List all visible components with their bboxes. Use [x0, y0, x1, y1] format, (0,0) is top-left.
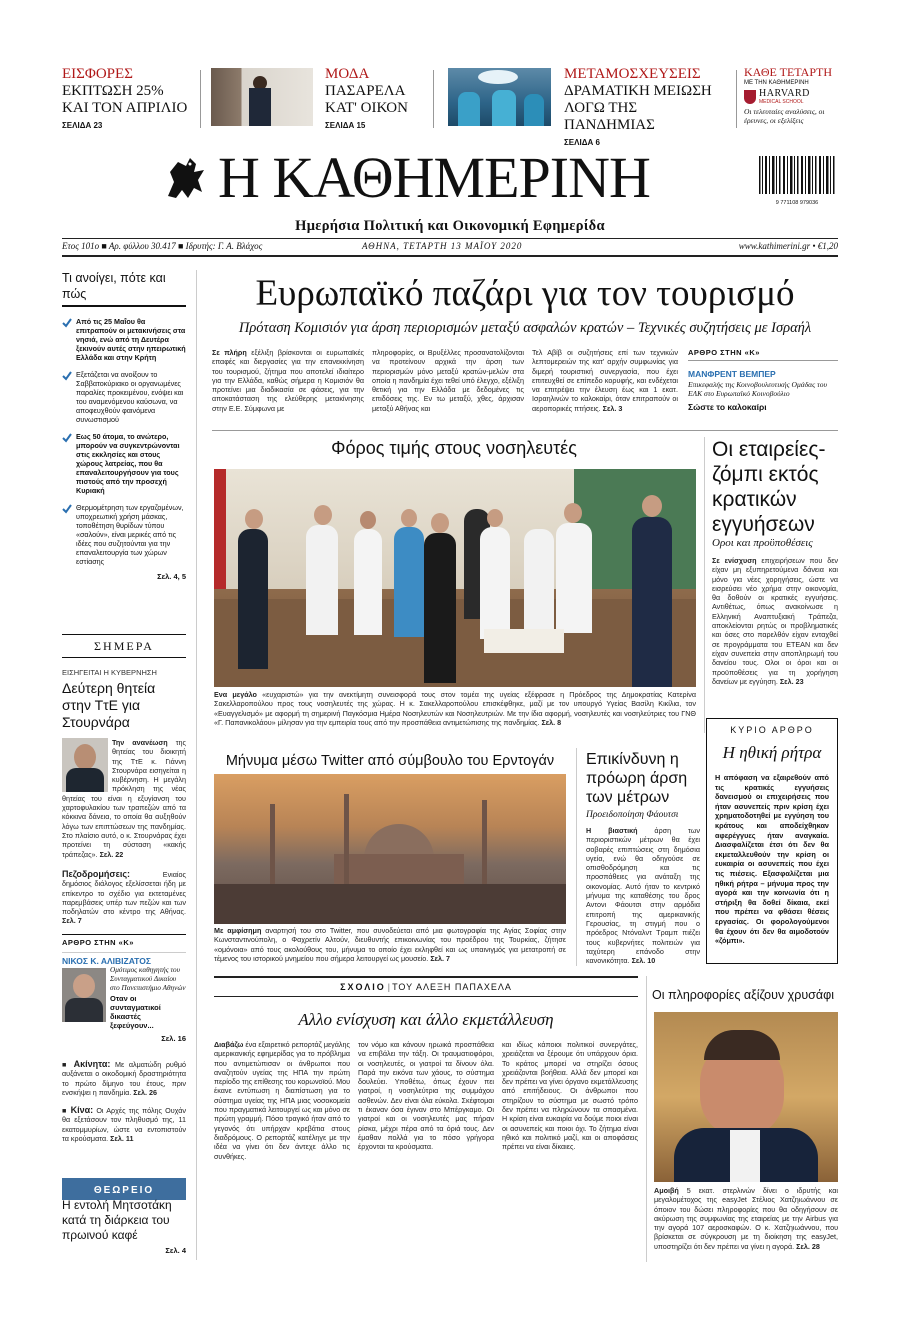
theoreio-label: ΘΕΩΡΕΙΟ: [93, 1185, 155, 1196]
today-header: [62, 634, 186, 658]
property-lead: Ακίνητα:: [73, 1059, 111, 1069]
companies-deck: Οροι και προϋποθέσεις: [712, 537, 813, 549]
teaser-desc: Οι τελευταίες αναλύσεις, οι έρευνες, οι εξελίξεις: [744, 107, 825, 125]
twitter-caption-lead: Με αμφίσημη: [214, 926, 262, 935]
twitter-caption-ref[interactable]: Σελ. 7: [430, 953, 451, 963]
sidebar-item: [62, 503, 186, 566]
lead-col-1: [212, 348, 364, 428]
nurses-caption-lead: Ενα μεγάλο: [214, 690, 257, 699]
bullet-icon: ■: [62, 1060, 74, 1069]
teaser-kicker: ΚΑΘΕ ΤΕΤΑΡΤΗ: [744, 65, 832, 79]
fauci-headline[interactable]: Επικίνδυνη η πρόωρη άρση των μέτρων: [586, 751, 688, 806]
weber-title: Σώστε το καλοκαίρι: [688, 402, 767, 412]
sidebar-item-text: Εξετάζεται να ανοίξουν το Σαββατοκύριακο οι οργανωμένες παραλίες προκειμένου, ενόψει και του αναμενόμενου καύσωνα, να αποφευχθούν φαινόμενα συνωστισμού: [76, 370, 184, 424]
bullet-icon: ■: [62, 1106, 71, 1115]
theoreio-title[interactable]: Η εντολή Μητσοτάκη κατά τη διάρκεια του πρωινού καφέ: [62, 1198, 172, 1242]
harvard-brand: HARVARD: [759, 88, 810, 99]
weber-name: ΜΑΝΦΡΕΝΤ ΒΕΜΠΕΡ: [688, 369, 776, 379]
stelios-headline[interactable]: Οι πληροφορίες αξίζουν χρυσάφι: [652, 988, 834, 1002]
twitter-caption-text: αναρτησή του στο Twitter, που συνοδεύεται από μια φωτογραφία της Αγίας Σοφίας στην Κωνσταντινούπολη, ο Φαχρετίν Αλτούν, διευθυντής επικοινωνίας του προέδρου της Τουρκίας, ζήτησε «ομόνοια» από τους ακολούθους του, μήνυμα το οποίο έχει εκληφθεί και ως υπαινιγμός για μετατροπή σε τέμενος του ιστορικού μνημείου που σήμερα λειτουργεί ως μουσείο.: [214, 926, 566, 963]
china-text: Οι Αρχές της πόλης Ουχάν θα εξετάσουν τον πληθυσμό της, 11 εκατομμυρίων, ώστε να εντοπιστούν τα κρούσματα.: [62, 1106, 186, 1143]
harvard-brand-sub: MEDICAL SCHOOL: [759, 99, 804, 105]
surgery-photo: [448, 68, 551, 126]
alivizatos-ref[interactable]: Σελ. 16: [161, 1034, 186, 1043]
fauci-author: Προειδοποίηση Φάουτσι: [586, 810, 679, 820]
pedestrian-ref: Σελ. 7: [62, 916, 82, 926]
teaser-line: ΚΑΙ ΤΟΝ ΑΠΡΙΛΙΟ: [62, 100, 188, 116]
fauci-text: άρση των περιοριστικών μέτρων θα έχει σοβαρές επιπτώσεις στη δημόσια υγεία, ενώ θα οδηγούσε σε οπισθοδρόμηση και τις προσπάθειες για ανάταξη της οικονομίας. Αυτό ήταν το κεντρικό μήνυμα της καταθέσης του δρος Αντονι Φάουτσι στην αρμόδια επιτροπή της αμερικανικής Γερουσίας, τη στιγμή που ο πρόεδρος Ντόναλντ Τραμπ πιέζει τους κυβερνήτες πολιτειών για ταχύτερη επάνοδο στην κανονικότητα.: [586, 826, 700, 966]
sidebar-item: [62, 317, 186, 362]
teaser-line: ΠΑΣΑΡΕΛΑ: [325, 83, 406, 99]
teaser-harvard[interactable]: [744, 66, 840, 128]
harvard-shield-icon: [744, 90, 756, 104]
weber-role: Επικεφαλής της Κοινοβουλευτικής Ομάδας του ΕΛΚ στο Ευρωπαϊκό Κοινοβούλιο: [688, 380, 827, 398]
lead-dropword: Σε πλήρη: [212, 348, 247, 357]
china-brief[interactable]: [62, 1106, 186, 1166]
pedestrian-brief[interactable]: [62, 870, 186, 930]
teaser-kicker: ΕΙΣΦΟΡΕΣ: [62, 66, 133, 82]
fauci-lead: Η βιαστική: [586, 826, 638, 835]
barcode-number: 9 771108 979036: [775, 200, 819, 206]
edition-info: Ετος 101ο ■ Αρ. φύλλου 30.417 ■ Ιδρυτής: Γ. Α. Βλάχος: [62, 241, 263, 251]
scholio-rule: [214, 996, 638, 997]
check-icon: [62, 433, 72, 443]
check-icon: [62, 371, 72, 381]
stelios-photo: [654, 1012, 838, 1182]
companies-headline[interactable]: Οι εταιρείες-ζόμπι εκτός κρατικών εγγυήσεων: [712, 438, 826, 536]
weber-box[interactable]: [688, 348, 838, 412]
check-icon: [62, 318, 72, 328]
masthead-rule: [62, 238, 838, 239]
teaser-line: ΕΚΠΤΩΣΗ 25%: [62, 83, 164, 99]
alivizatos-photo: [62, 968, 106, 1022]
stournaras-ref[interactable]: Σελ. 22: [99, 849, 124, 859]
teaser-page: ΣΕΛΙΔΑ 6: [564, 138, 600, 147]
author-name: ΝΙΚΟΣ Κ. ΑΛΙΒΙΖΑΤΟΣ: [62, 952, 186, 966]
property-ref: Σελ. 26: [133, 1087, 157, 1097]
companies-body: [712, 556, 838, 728]
fauci-body: [586, 826, 700, 964]
edition-date: ΑΘΗΝΑ, ΤΕΤΑΡΤΗ 13 ΜΑΪΟΥ 2020: [362, 241, 523, 251]
nurses-photo: [214, 469, 696, 687]
alivizatos-article[interactable]: [62, 934, 186, 966]
teaser-kicker: ΜΟΔΑ: [325, 66, 370, 82]
companies-lead: Σε ενίσχυση: [712, 556, 757, 565]
lead-col-3: [532, 348, 678, 428]
lead-headline[interactable]: Ευρωπαϊκό παζάρι για τον τουρισμό: [255, 273, 795, 314]
masthead-subtitle: Ημερήσια Πολιτική και Οικονομική Εφημερίδα: [295, 218, 605, 234]
lead-deck: Πρόταση Κομισιόν για άρση περιορισμών μεταξύ ασφαλών κρατών – Τεχνικές συζητήσεις με Ισραήλ: [238, 320, 812, 336]
scholio-title[interactable]: Αλλο ενίσχυση και άλλο εκμετάλλευση: [298, 1010, 554, 1029]
nurses-caption: [214, 690, 696, 730]
lead-ref[interactable]: Σελ. 3: [602, 403, 623, 413]
weber-label: ΑΡΘΡΟ ΣΤΗΝ «Κ»: [688, 348, 838, 361]
scholio-col-1-text: ένα εξαιρετικό ρεπορτάζ μεγάλης αμερικανικής εφημερίδας για το πρόβλημα που αντιμετώπισαν οι άνθρωποι που αναζητούν υγείας της ΗΠΑ την πρώτη περίοδο της επίθεσης του κορωνοϊού. Μου έκανε εντύπωση η διαπίστωση για το σύστημα υγείας της ΗΠΑ μιας νοσοκομεία που πραγματικά λειτουργεί ως και μόνο σε πρώτη γραμμή. Πόσο τραγικό ήταν από το γεγονός ότι υπήρχαν κρεβάτια στους διαδρόμους. Ο ρεπορτάζ κατέληγε με την ιδέα να γίνει ότι δεν άντεχε άλλο τις συνθήκες.: [214, 1040, 350, 1161]
teaser-contributions[interactable]: [62, 66, 192, 128]
teaser-sub: ΜΕ ΤΗΝ ΚΑΘΗΜΕΡΙΝΗ: [744, 80, 809, 86]
edition-web-price: www.kathimerini.gr • €1,20: [738, 241, 838, 251]
stournaras-story[interactable]: [62, 668, 186, 731]
teaser-fashion[interactable]: [325, 66, 425, 128]
scholio-header: [214, 982, 638, 992]
teaser-transplants[interactable]: [564, 66, 729, 147]
editorial-box[interactable]: [706, 718, 838, 964]
sidebar-item-bold: Από τις 25 Μαΐου θα επιτραπούν οι μετακινήσεις στα νησιά, ενώ από τη Δευτέρα ξεκινούν αυτές στην ηπειρωτική Ελλάδα και στην Κρήτη: [76, 317, 186, 362]
lead-col-2: [372, 348, 524, 428]
nurses-caption-ref[interactable]: Σελ. 8: [541, 717, 562, 727]
companies-ref[interactable]: Σελ. 23: [779, 676, 804, 686]
scholio-col-2: [358, 1040, 494, 1262]
twitter-headline[interactable]: Μήνυμα μέσω Twitter από σύμβουλο του Ερντογάν: [225, 753, 555, 769]
divider: [200, 70, 201, 128]
companies-text: επιχειρήσεων που δεν είχαν μη εξυπηρετούμενα δάνεια και μόνο για νέες χορηγήσεις, ώστε να εισρεύσει νέο χρήμα στην οικονομία, θα δοθούν οι κρατικές εγγυήσεις. Αντιθέτως, όπως ανακοίνωσε η Ελληνική Αναπτυξιακή Τράπεζα, αποκλείονται ρητώς οι προβληματικές και όσες στο παρελθόν είχαν ενταχθεί σε προγράμματα του ΕΤΕΑΝ και δεν είχαν συνεπεία στην αποπληρωμή του δανείου τους. Ολοι οι όροι και οι προϋποθέσεις για τη χορήγηση δανείων με εγγύηση.: [712, 556, 838, 686]
scholio-col-2-text: τον νόμο και κάνουν ηρωικά προσπάθεια να επιβάλει την τάξη. Οι τραυματιοφόροι, οι νοσηλευτές, οι γιατροί τα δίνουν όλα. Παρά την εικόνα των χάους, το σύστημα δουλεύει. Υποθέτω, όπως έχουν πει γιατροί, η νοσηλεύτρια της συμμάχου ασθενών. Δεν είναι όλα εύκολα. Σκέφτομαι τι έκαναν όσα έγιναν στο Μπέργκαμο. Οι γιατροί και οι νοσηλευτές μας πήραν ρίσκα, μέχρι πέρα από τα όριά τους. Δεν έμαθαν πολλά για το πόσο γρήγορα έρχονται τα κρούσματα.: [358, 1040, 494, 1152]
scholio-separator: |: [388, 982, 393, 992]
stelios-body: [654, 1186, 838, 1262]
stournaras-text: της θητείας του διοικητή της ΤτΕ κ. Γιάννη Στουρνάρα εισηγείται η κυβέρνηση. Η μεγάλη πρόκληση της νέας θητείας του είναι η εξυγίανση του χαρτοφυλακίου των τραπεζών από τα κόκκινα δάνεια, το οποία θα αυξηθούν λόγω των επιπτώσεων της πανδημίας. Στο πλαίσιο αυτό, ο κ. Στουρνάρας έχει προτείνει τη σύσταση «κακής τράπεζας».: [62, 738, 186, 859]
stelios-text: 5 εκατ. στερλινών δίνει ο ιδρυτής και μεγαλομέτοχος της easyJet Στέλιος Χατζηιωάννου σε όποιον του δώσει πληροφορίες που θα οδηγήσουν σε ακύρωση της συμφωνίας της εταιρείας με την Airbus για την αγορά 107 αεροσκαφών. Ο κ. Χατζηιωάννου, που βρίσκεται σε σύγκρουση με τη διοίκηση της easyJet, υποστηρίζει ότι δεν πρέπει να γίνει η αγορά.: [654, 1186, 838, 1251]
property-brief[interactable]: [62, 1060, 186, 1100]
stelios-ref[interactable]: Σελ. 28: [796, 1241, 820, 1251]
fashion-photo: [211, 68, 313, 126]
stournaras-body: [62, 738, 186, 859]
sidebar-ref[interactable]: Σελ. 4, 5: [157, 572, 186, 581]
divider: [736, 70, 737, 128]
theoreio-header: [62, 1178, 186, 1200]
pedestrian-text: Ενιαίος δημόσιος διάλογος εξελίσσεται ήδη με επίκεντρο το σχέδιο για εκτεταμένες παρεμβάσεις υπέρ των πεζών και των ποδηλατών στο κέντρο της Αθήνας.: [62, 870, 186, 917]
nurses-headline[interactable]: Φόρος τιμής στους νοσηλευτές: [331, 438, 577, 458]
check-icon: [62, 504, 72, 514]
masthead-rule: [62, 255, 838, 257]
scholio-author: ΤΟΥ ΑΛΕΞΗ ΠΑΠΑΧΕΛΑ: [392, 982, 512, 992]
pedestrian-lead: Πεζοδρομήσεις:: [62, 869, 131, 879]
author-role: Ομότιμος καθηγητής του Συνταγματικού Δικαίου στο Πανεπιστήμιο Αθηνών: [110, 966, 186, 992]
nurses-caption-text: «ευχαριστώ» για την ανεκτίμητη συνεισφορά τους στον τομέα της υγείας εξέφρασε η Πρόεδρος της Δημοκρατίας Κατερίνα Σακελλαροπούλου προς τους νοσηλευτές της χώρας. Η κ. Σακελλαροπούλου επισκέφθηκε, μαζί με τον υπουργό Υγείας Βασίλη Κικίλια, τον «Ευαγγελισμό» με αφορμή τη σημερινή Παγκόσμια Ημέρα Νοσηλευτών και Νοσηλευτριών. Με την ίδια αφορμή, νοσηλευτές και νοσηλεύτριες του ΓΝΘ «Γ. Παπανικολάου» μίλησαν για την εμπειρία τους από την προσπάθεια αντιμετώπισης της πανδημίας.: [214, 690, 696, 727]
china-lead: Κίνα:: [70, 1105, 94, 1115]
teaser-line: ΛΟΓΩ ΤΗΣ ΠΑΝΔΗΜΙΑΣ: [564, 100, 655, 133]
article-label: ΑΡΘΡΟ ΣΤΗΝ «Κ»: [62, 934, 186, 947]
twitter-caption: [214, 926, 566, 966]
lead-rule: [212, 430, 838, 431]
divider: [433, 70, 434, 128]
divider: [704, 437, 705, 733]
divider: [646, 976, 647, 1262]
editorial-title: Η ηθική ρήτρα: [722, 743, 822, 762]
sidebar-title[interactable]: Τι ανοίγει, πότε και πώς: [62, 270, 186, 307]
today-label: ΣΗΜΕΡΑ: [94, 639, 154, 653]
teaser-kicker: ΜΕΤΑΜΟΣΧΕΥΣΕΙΣ: [564, 66, 701, 82]
scholio-label: ΣΧΟΛΙΟ: [340, 982, 386, 992]
scholio-col-3: [502, 1040, 638, 1262]
divider: [576, 748, 577, 966]
teaser-line: ΚΑΤ' ΟΙΚΟΝ: [325, 100, 408, 116]
teaser-page: ΣΕΛΙΔΑ 15: [325, 121, 366, 130]
lead-col-2-text: πληροφορίες, οι Βρυξέλλες προσανατολίζονται να προτείνουν αρχικά την άρση των περιορισμών μόνο μεταξύ κρατών-μελών στα οποία η πανδημία έχει τεθεί υπό έλεγχο, εξέλιξη θετική για την Ελλάδα με δεδομένες τις επιδόσεις της. Εν τω μεταξύ, χθες, άρχισαν μεταξύ Αθήνας και: [372, 348, 524, 413]
hagia-sophia-photo: [214, 774, 566, 924]
theoreio-ref[interactable]: Σελ. 4: [165, 1246, 186, 1255]
sidebar-item-text: Θερμομέτρηση των εργαζομένων, υποχρεωτική χρήση μάσκας, τοποθέτηση θυρίδων τύπου «σαλούν», είναι μερικές από τις ιδέες που συζητούνται για την επαναλειτουργία των χώρων εστίασης: [76, 503, 184, 566]
masthead-title: Η ΚΑΘΗΜΕΡΙΝΗ: [218, 145, 650, 210]
teaser-line: ΔΡΑΜΑΤΙΚΗ ΜΕΙΩΣΗ: [564, 83, 712, 99]
sidebar-item: [62, 432, 186, 495]
sidebar-item-bold: Εως 50 άτομα, το ανώτερο, μπορούν να συγκεντρώνονται στις εκκλησίες και στους χώρους λατρείας, που θα επαναλειτουργήσουν για τους πιστούς από την προσεχή Κυριακή: [76, 432, 180, 495]
lead-col-3-text: Τελ Αβίβ οι συζητήσεις επί των τεχνικών λεπτομερειών της κατ' αρχήν συμφωνίας για διμερή τουριστική συνεργασία, που έχει επιτευχθεί σε επίπεδο κορυφής, και ενδέχεται να επιτρέψει την έλευση έως και 1 εκατ. Ισραηλινών το καλοκαίρι, όταν επιτραπούν οι αεροπορικές πτήσεις.: [532, 348, 678, 413]
china-ref: Σελ. 11: [110, 1133, 134, 1143]
lead-col-1-text: εξέλιξη βρίσκονται οι ευρωπαϊκές επαφές και διεργασίες για την επανεκκίνηση του τουρισμού, ζήτημα που αποτελεί ιδιαίτερο για την Ελλάδα, καθώς σήμερα η Κομισιόν θα προτείνει μια διαδικασία σε φάσεις, για την αποκατάσταση της ελεύθερης μετακίνησης στην Ε.Ε. Σύμφωνα με: [212, 348, 364, 413]
editorial-label: ΚΥΡΙΟ ΑΡΘΡΟ: [730, 725, 814, 735]
scholio-lead: Διαβάζω: [214, 1040, 244, 1049]
property-text: Με αλματώδη ρυθμό αυξάνεται ο οικοδομική δραστηριότητα το πρώτο δίμηνο του έτους, πριν ενσκήψει η πανδημία.: [62, 1060, 187, 1097]
article-title: Οταν οι συνταγματικοί δικαστές ξεφεύγουν...: [110, 994, 161, 1030]
stournaras-kicker: ΕΙΣΗΓΕΙΤΑΙ Η ΚΥΒΕΡΝΗΣΗ: [62, 668, 157, 677]
stournaras-lead: Την ανανέωση: [112, 738, 168, 747]
editorial-body: Η απόφαση να εξαιρεθούν από τις κρατικές εγγυήσεις δανεισμού οι επιχειρήσεις που ήταν ασυνεπείς πριν κρίση έχει χρηματοδοτηθεί με εγγύηση του κράτους και αποδείχθηκαν αφερέγγυες ήταν αναγκαία. Διασφαλίζεται έτσι ότι δεν θα εκμεταλλευθούν την κρίση οι ευκαιρία οι ασυνεπείς που έχει τις πιέσεις. Εξασφαλίζεται μια ηθική ρήτρα – μήνυμα προς την αγορά και την κοινωνία ότι η στήριξη θα δοθεί δίκαια, εκεί που πρέπει να φθάσει θέσεις εργασίας. Οι φορολογούμενοι θα έχουν ότι δεν θα αιμοδοτούν «ζόμπι».: [715, 773, 829, 946]
alivizatos-text: [110, 966, 186, 1030]
scholio-col-3-text: και ιδίως κάποιοι πολιτικοί συνεργάτες, χρειάζεται να ξέρουμε ότι υπάρχουν όρια. Το κράτος μπορεί να στηρίζει όσους χρειάζονται βοήθεια. Αλλά δεν μπορεί και δεν πρέπει να γίνει όργανο εκμετάλλευσης από επιτήδειους. Οι άνθρωποι που στηρίζουν το σύστημα με σωστό τρόπο δεν πρέπει να πληρώνουν τα σπασμένα. Η κρίση είναι ευκαιρία να δούμε ποιοι είναι οι ασυνεπείς και ποιοι όχι. Το ζήτημα είναι ηθικό και πολιτικό μαζί, και οι αποφάσεις πρέπει να είναι δίκαιες.: [502, 1040, 638, 1152]
scholio-rule: [214, 976, 638, 978]
stournaras-title: Δεύτερη θητεία στην ΤτΕ για Στουρνάρα: [62, 680, 156, 730]
sidebar-item: [62, 370, 186, 424]
griffin-logo-icon: [160, 152, 210, 204]
sidebar-divider: [196, 270, 197, 1260]
scholio-col-1: [214, 1040, 350, 1262]
teaser-page: ΣΕΛΙΔΑ 23: [62, 121, 103, 130]
barcode-icon: [757, 156, 837, 206]
stelios-lead: Αμοιβή: [654, 1186, 679, 1195]
fauci-ref[interactable]: Σελ. 10: [631, 956, 656, 966]
